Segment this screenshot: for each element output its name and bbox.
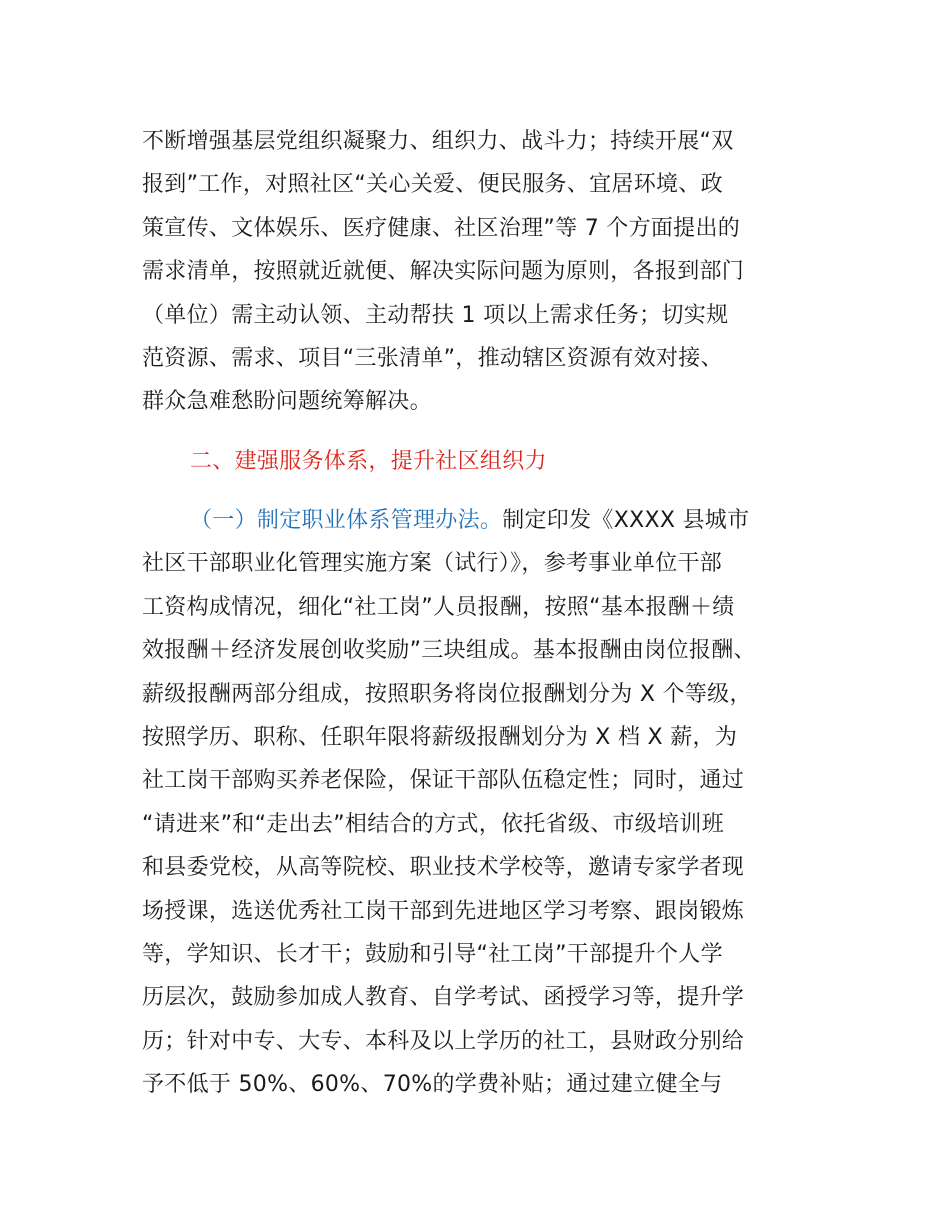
paragraph-line-rest: 制定印发《XXXX 县城市	[502, 508, 750, 533]
paragraph-line: 效报酬＋经济发展创收奖励”三块组成。基本报酬由岗位报酬、	[142, 638, 756, 664]
paragraph-line: 群众急难愁盼问题统筹解决。	[142, 389, 432, 415]
paragraph-line: 社工岗干部购买养老保险，保证干部队伍稳定性；同时，通过	[142, 768, 745, 794]
paragraph-line: 按照学历、职称、任职年限将薪级报酬划分为 X 档 X 薪，为	[142, 724, 738, 750]
paragraph-line: 予不低于 50%、60%、70%的学费补贴；通过建立健全与	[142, 1072, 723, 1098]
paragraph-2	[142, 499, 822, 1106]
paragraph-line: 报到”工作，对照社区“关心关爱、便民服务、宜居环境、政	[142, 172, 723, 198]
paragraph-line: 等，学知识、长才干；鼓励和引导“社工岗”干部提升个人学	[142, 941, 723, 967]
paragraph-line: 范资源、需求、项目“三张清单”，推动辖区资源有效对接、	[142, 345, 723, 371]
section-heading: 二、建强服务体系，提升社区组织力	[190, 449, 547, 474]
paragraph-1	[142, 120, 822, 424]
paragraph-line: 历；针对中专、大专、本科及以上学历的社工，县财政分别给	[142, 1028, 745, 1054]
paragraph-line: 策宣传、文体娱乐、医疗健康、社区治理”等 7 个方面提出的	[142, 215, 741, 241]
paragraph-line: 历层次，鼓励参加成人教育、自学考试、函授学习等，提升学	[142, 985, 745, 1011]
paragraph-line: 社区干部职业化管理实施方案（试行）》，参考事业单位干部	[142, 551, 723, 577]
paragraph-line: 需求清单，按照就近就便、解决实际问题为原则，各报到部门	[142, 259, 745, 285]
paragraph-line: 不断增强基层党组织凝聚力、组织力、战斗力；持续开展“双	[142, 129, 734, 154]
paragraph-line: （单位）需主动认领、主动帮扶 1 项以上需求任务；切实规	[142, 302, 729, 328]
subheading: （一）制定职业体系管理办法。	[190, 508, 503, 533]
paragraph-line: 工资构成情况，细化“社工岗”人员报酬，按照“基本报酬＋绩	[142, 594, 735, 620]
paragraph-line: 薪级报酬两部分组成，按照职务将岗位报酬划分为 X 个等级，	[142, 681, 752, 707]
paragraph-first-line	[142, 499, 822, 542]
paragraph-line: “请进来”和“走出去”相结合的方式，依托省级、市级培训班	[142, 811, 724, 837]
paragraph-line: 和县委党校，从高等院校、职业技术学校等，邀请专家学者现	[142, 855, 745, 881]
paragraph-line: 场授课，选送优秀社工岗干部到先进地区学习考察、跟岗锻炼	[142, 898, 745, 924]
